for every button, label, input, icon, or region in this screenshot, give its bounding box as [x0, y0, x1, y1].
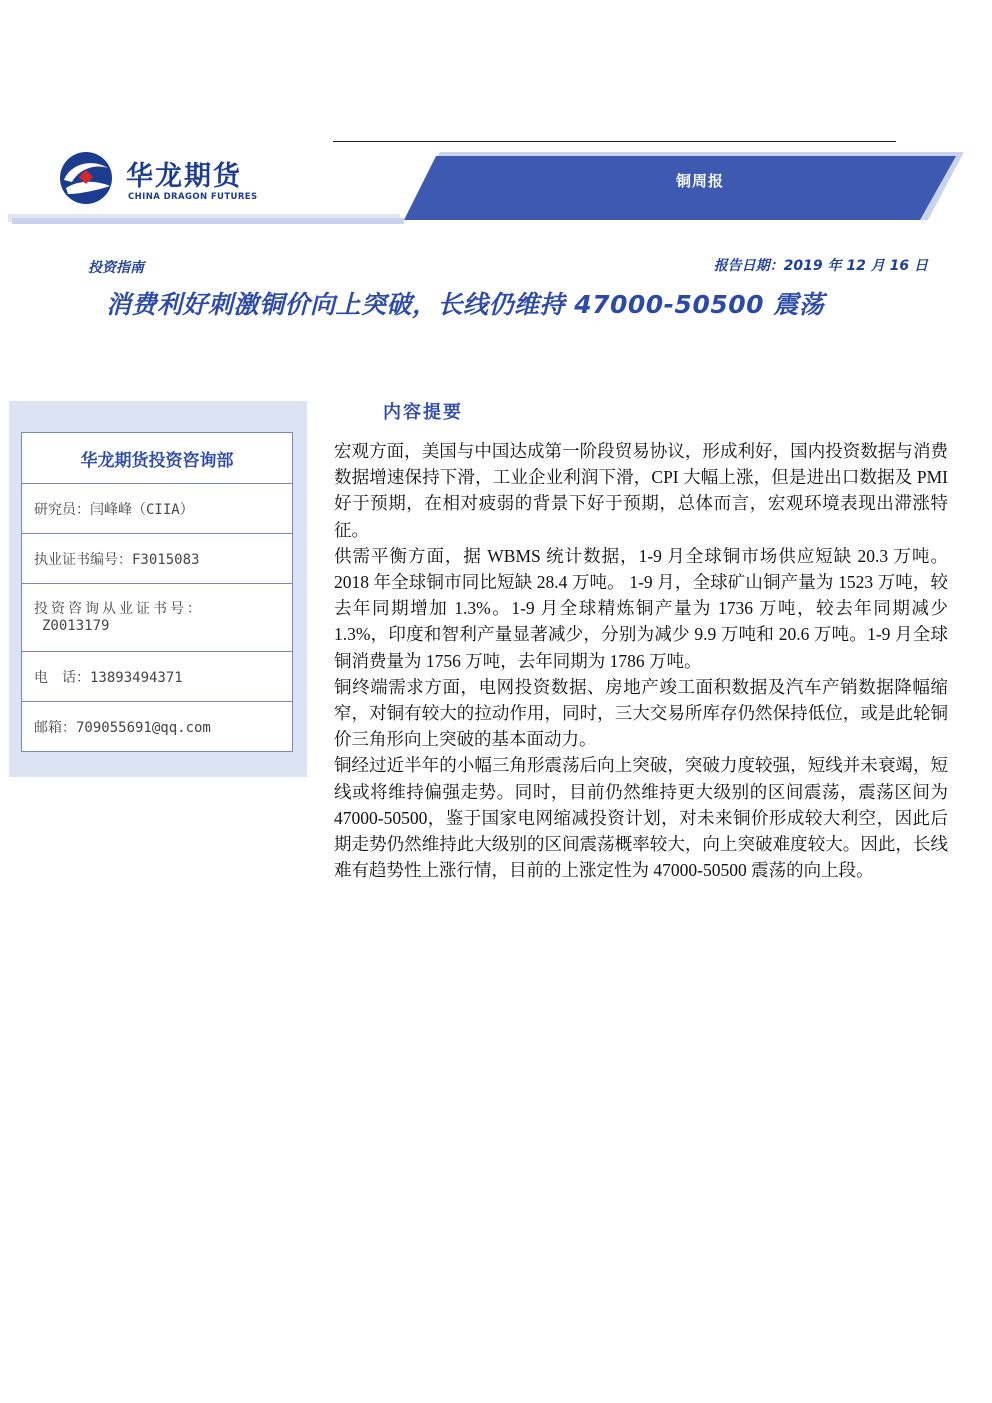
dragon-logo-icon — [58, 150, 114, 206]
summary-body — [334, 438, 948, 883]
researcher-row — [22, 483, 292, 533]
company-logo — [58, 150, 268, 210]
consult-cert-label: 投资咨询从业证书号： — [34, 600, 204, 617]
license-number: 执业证书编号：F3015083 — [34, 551, 200, 568]
paragraph-supply-demand: 供需平衡方面，据 WBMS 统计数据，1-9 月全球铜市场供应短缺 20.3 万吨。2018 年全球铜市同比短缺 28.4 万吨。 1-9 月，全球矿山铜产量为 1523 万吨，较去年同期增加 1.3%。1-9 月全球精炼铜产量为 1736 万吨，较去年同期减少 1.3%，印度和智利产量显著减少，分别为减少 9.9 万吨和 20.6 万吨。1-9 月全球铜消费量为 1756 万吨，去年同期为 1786 万吨。 — [334, 545, 948, 671]
summary-heading: 内容提要 — [383, 402, 463, 423]
email: 邮箱：709055691@qq.com — [34, 719, 211, 736]
license-row — [22, 533, 292, 583]
analyst-info-box — [21, 432, 293, 752]
logo-chinese-name: 华龙期货 — [126, 161, 242, 192]
report-type-label: 铜周报 — [675, 172, 724, 190]
department-name: 华龙期货投资咨询部 — [80, 450, 234, 471]
consult-cert-row — [22, 583, 292, 651]
logo-english-name: CHINA DRAGON FUTURES — [128, 192, 258, 202]
paragraph-outlook: 铜经过近半年的小幅三角形震荡后向上突破，突破力度较强，短线并未衰竭，短线或将维持偏强走势。同时，目前仍然维持更大级别的区间震荡，震荡区间为 47000-50500，鉴于国家电网缩减投资计划，对未来铜价形成较大利空，因此后期走势仍然维持此大级别的区间震荡概率较大，向上突破难度较大。因此，长线难有趋势性上涨行情，目前的上涨定性为 47000-50500 震荡的向上段。 — [334, 755, 948, 881]
report-category: 投资指南 — [88, 260, 144, 276]
header-rule — [333, 141, 896, 142]
phone-row — [22, 651, 292, 701]
consult-cert-number: Z0013179 — [42, 617, 110, 634]
department-row — [22, 433, 292, 483]
paragraph-end-demand: 铜终端需求方面，电网投资数据、房地产竣工面积数据及汽车产销数据降幅缩窄，对铜有较大的拉动作用，同时，三大交易所库存仍然保持低位，或是此轮铜价三角形向上突破的基本面动力。 — [334, 676, 948, 750]
paragraph-macro: 宏观方面，美国与中国达成第一阶段贸易协议，形成利好，国内投资数据与消费数据增速保持下滑，工业企业利润下滑，CPI 大幅上涨，但是进出口数据及 PMI 好于预期，在相对疲弱的背景下好于预期，总体而言，宏观环境表现出滞涨特征。 — [334, 441, 948, 540]
researcher: 研究员：闫峰峰（CIIA） — [34, 501, 194, 518]
phone: 电 话：13893494371 — [34, 669, 183, 686]
report-title: 消费利好刺激铜价向上突破，长线仍维持 47000-50500 震荡 — [106, 290, 825, 319]
email-row — [22, 701, 292, 751]
report-date: 报告日期：2019 年 12 月 16 日 — [713, 258, 928, 274]
